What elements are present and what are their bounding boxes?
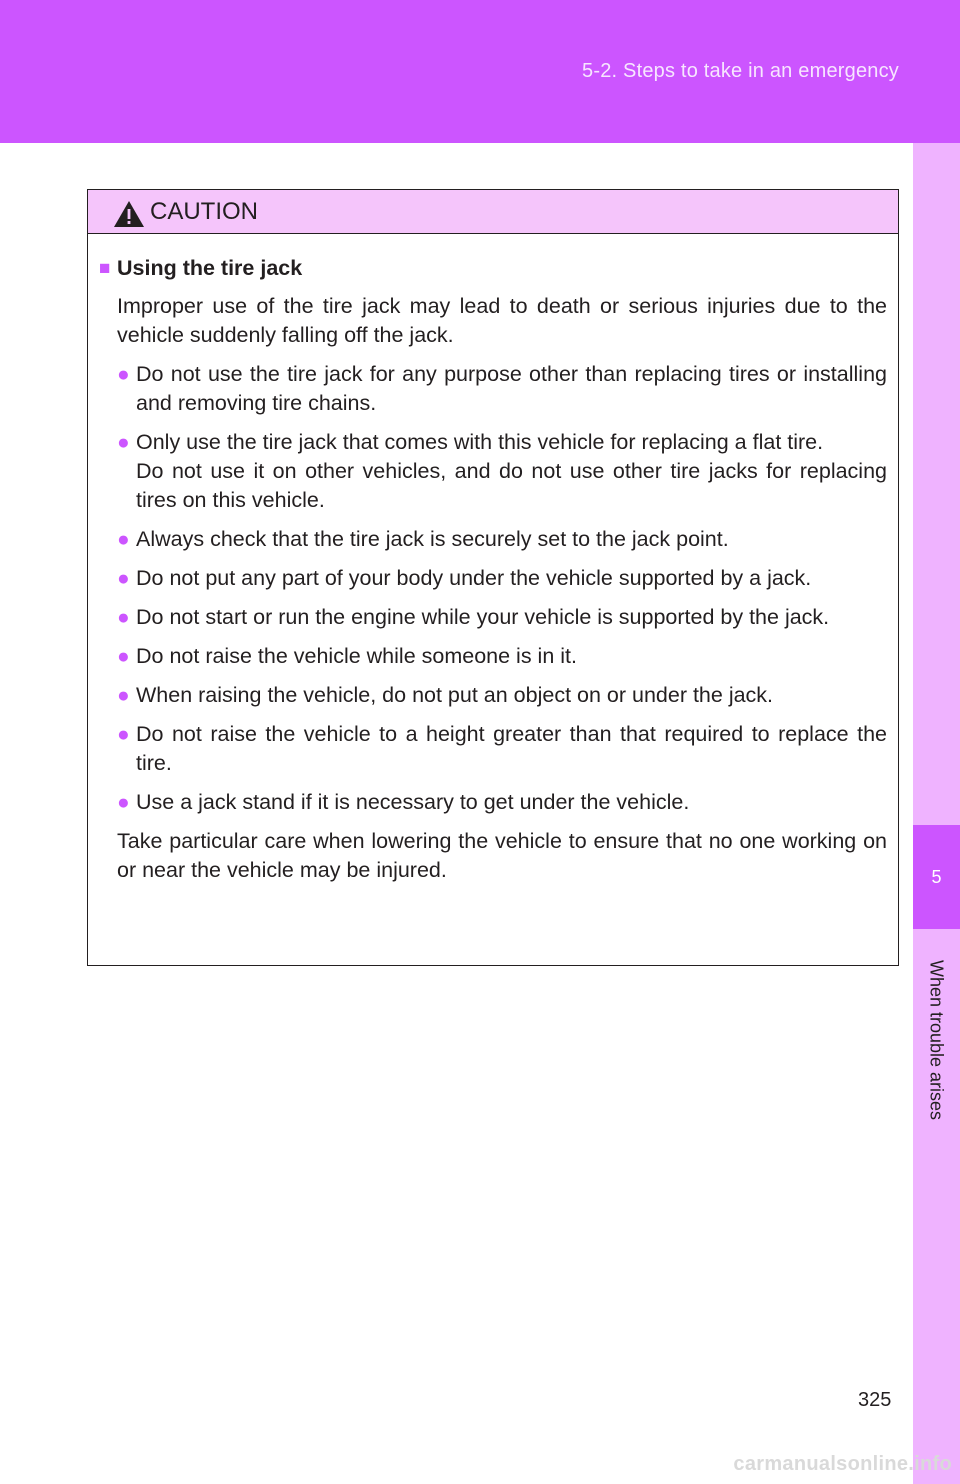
list-item xyxy=(99,720,887,778)
list-item-line: Only use the tire jack that comes with this vehicle for replacing a flat tire. xyxy=(136,430,824,454)
caution-box xyxy=(87,189,899,966)
circle-bullet-icon: ● xyxy=(117,567,130,590)
watermark: carmanualsonline.info xyxy=(733,1453,952,1475)
section-title-header: 5-2. Steps to take in an emergency xyxy=(582,60,899,82)
circle-bullet-icon: ● xyxy=(117,431,130,454)
subsection-title: Using the tire jack xyxy=(117,256,303,280)
circle-bullet-icon: ● xyxy=(117,645,130,668)
list-item xyxy=(99,525,887,554)
list-item xyxy=(99,681,887,710)
chapter-title-vertical: When trouble arises xyxy=(926,959,947,1121)
header-band xyxy=(0,0,960,143)
list-item-text: When raising the vehicle, do not put an object on or under the jack. xyxy=(136,683,774,707)
square-bullet-icon: ■ xyxy=(99,258,111,279)
list-item-text xyxy=(136,428,887,515)
list-item-text: Always check that the tire jack is securely set to the jack point. xyxy=(136,527,729,551)
circle-bullet-icon: ● xyxy=(117,606,130,629)
list-item xyxy=(99,360,887,418)
list-item xyxy=(99,603,887,632)
list-item-text: Do not raise the vehicle to a height greater than that required to replace the tire. xyxy=(136,722,887,775)
list-item xyxy=(99,788,887,817)
list-item xyxy=(99,642,887,671)
list-item-text: Use a jack stand if it is necessary to get under the vehicle. xyxy=(136,790,690,814)
list-item-text: Do not start or run the engine while your vehicle is supported by the jack. xyxy=(136,605,830,629)
circle-bullet-icon: ● xyxy=(117,684,130,707)
warning-triangle-icon xyxy=(112,199,146,229)
subsection-heading xyxy=(99,254,887,283)
list-item-extra: Do not use it on other vehicles, and do not use other tire jacks for replacing tires on this vehicle. xyxy=(136,459,887,512)
page-number: 325 xyxy=(858,1389,892,1411)
circle-bullet-icon: ● xyxy=(117,363,130,386)
circle-bullet-icon: ● xyxy=(117,723,130,746)
list-item-text: Do not raise the vehicle while someone is in it. xyxy=(136,644,577,668)
list-item-text: Do not use the tire jack for any purpose other than replacing tires or installing and removing tire chains. xyxy=(136,362,887,415)
chapter-number-tab[interactable]: 5 xyxy=(913,825,960,929)
circle-bullet-icon: ● xyxy=(117,528,130,551)
circle-bullet-icon: ● xyxy=(117,791,130,814)
caution-label: CAUTION xyxy=(150,197,258,225)
intro-paragraph: Improper use of the tire jack may lead to death or serious injuries due to the vehicle suddenly falling off the jack. xyxy=(117,294,887,347)
chapter-side-tab[interactable] xyxy=(913,143,960,1484)
caution-header xyxy=(88,190,898,234)
list-item-text: Do not put any part of your body under the vehicle supported by a jack. xyxy=(136,566,812,590)
list-item xyxy=(99,564,887,593)
caution-content xyxy=(88,234,898,885)
list-item xyxy=(99,428,887,515)
closing-paragraph: Take particular care when lowering the vehicle to ensure that no one working on or near the vehicle may be injured. xyxy=(117,829,887,882)
